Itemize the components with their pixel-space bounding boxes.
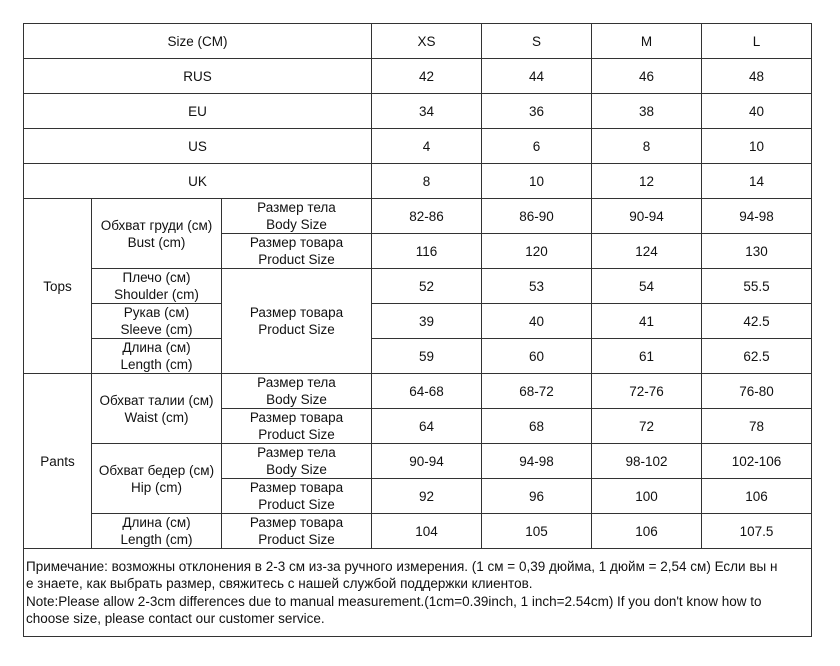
value-cell: 42.5 (702, 304, 812, 339)
product-size-ru: Размер товара (249, 515, 344, 530)
size-s-header: S (482, 24, 592, 59)
value-cell: 86-90 (482, 199, 592, 234)
measurement-note (24, 549, 812, 637)
tops-length-ru: Длина (см) (122, 340, 191, 355)
value-cell: 72 (592, 409, 702, 444)
value-cell: 90-94 (592, 199, 702, 234)
value-cell: 130 (702, 234, 812, 269)
value-cell: 124 (592, 234, 702, 269)
value-cell: 46 (592, 59, 702, 94)
bust-label (92, 199, 222, 269)
hip-label (92, 444, 222, 514)
value-cell: 59 (372, 339, 482, 374)
pants-waist-body-row (24, 374, 812, 409)
value-cell: 78 (702, 409, 812, 444)
body-size-en: Body Size (266, 462, 327, 477)
value-cell: 62.5 (702, 339, 812, 374)
value-cell: 14 (702, 164, 812, 199)
value-cell: 94-98 (482, 444, 592, 479)
tops-length-row (24, 339, 812, 374)
hip-ru: Обхват бедер (см) (98, 462, 215, 478)
body-size-label (222, 374, 372, 409)
tops-shoulder-row (24, 269, 812, 304)
tops-sleeve-row (24, 304, 812, 339)
size-cm-header: Size (CM) (24, 24, 372, 59)
value-cell: 68-72 (482, 374, 592, 409)
product-size-en: Product Size (258, 532, 335, 547)
shoulder-label (92, 269, 222, 304)
tops-length-en: Length (cm) (120, 357, 193, 372)
product-size-en: Product Size (258, 322, 335, 337)
value-cell: 40 (702, 94, 812, 129)
body-size-en: Body Size (266, 392, 327, 407)
value-cell: 64-68 (372, 374, 482, 409)
pants-length-en: Length (cm) (120, 532, 193, 547)
value-cell: 10 (482, 164, 592, 199)
value-cell: 12 (592, 164, 702, 199)
hip-en: Hip (cm) (131, 479, 182, 495)
eu-label: EU (24, 94, 372, 129)
value-cell: 52 (372, 269, 482, 304)
value-cell: 40 (482, 304, 592, 339)
product-size-ru: Размер товара (249, 235, 344, 250)
value-cell: 61 (592, 339, 702, 374)
value-cell: 96 (482, 479, 592, 514)
size-chart-table (23, 23, 812, 637)
size-m-header: M (592, 24, 702, 59)
us-label: US (24, 129, 372, 164)
pants-label: Pants (24, 374, 92, 549)
sleeve-en: Sleeve (cm) (120, 322, 193, 337)
value-cell: 8 (592, 129, 702, 164)
us-row (24, 129, 812, 164)
value-cell: 82-86 (372, 199, 482, 234)
value-cell: 90-94 (372, 444, 482, 479)
tops-length-label (92, 339, 222, 374)
rus-row (24, 59, 812, 94)
product-size-ru: Размер товара (249, 305, 344, 320)
value-cell: 100 (592, 479, 702, 514)
pants-length-label (92, 514, 222, 549)
note-line: Note:Please allow 2-3cm differences due to manual measurement.(1cm=0.39inch, 1 inch=2.54cm) If you don't know how to (26, 593, 762, 609)
value-cell: 10 (702, 129, 812, 164)
value-cell: 105 (482, 514, 592, 549)
value-cell: 54 (592, 269, 702, 304)
note-line: choose size, please contact our customer service. (26, 611, 325, 626)
waist-label (92, 374, 222, 444)
value-cell: 8 (372, 164, 482, 199)
body-size-ru: Размер тела (257, 445, 336, 460)
product-size-ru: Размер товара (249, 410, 344, 425)
product-size-ru: Размер товара (249, 480, 344, 495)
body-size-ru: Размер тела (257, 200, 336, 215)
value-cell: 6 (482, 129, 592, 164)
body-size-label (222, 199, 372, 234)
value-cell: 72-76 (592, 374, 702, 409)
value-cell: 120 (482, 234, 592, 269)
value-cell: 107.5 (702, 514, 812, 549)
sleeve-ru: Рукав (см) (123, 305, 190, 320)
value-cell: 42 (372, 59, 482, 94)
value-cell: 48 (702, 59, 812, 94)
value-cell: 41 (592, 304, 702, 339)
value-cell: 106 (592, 514, 702, 549)
product-size-label (222, 269, 372, 374)
note-line: е знаете, как выбрать размер, свяжитесь с нашей службой поддержки клиентов. (26, 576, 533, 591)
value-cell: 4 (372, 129, 482, 164)
product-size-en: Product Size (258, 497, 335, 512)
pants-length-ru: Длина (см) (122, 515, 191, 530)
uk-row (24, 164, 812, 199)
value-cell: 116 (372, 234, 482, 269)
body-size-ru: Размер тела (257, 375, 336, 390)
shoulder-ru: Плечо (см) (122, 270, 191, 285)
tops-label: Tops (24, 199, 92, 374)
rus-label: RUS (24, 59, 372, 94)
value-cell: 106 (702, 479, 812, 514)
value-cell: 55.5 (702, 269, 812, 304)
header-row (24, 24, 812, 59)
value-cell: 104 (372, 514, 482, 549)
sleeve-label (92, 304, 222, 339)
product-size-en: Product Size (258, 427, 335, 442)
uk-label: UK (24, 164, 372, 199)
value-cell: 39 (372, 304, 482, 339)
value-cell: 53 (482, 269, 592, 304)
pants-length-row (24, 514, 812, 549)
value-cell: 36 (482, 94, 592, 129)
product-size-label (222, 479, 372, 514)
value-cell: 34 (372, 94, 482, 129)
value-cell: 76-80 (702, 374, 812, 409)
note-line: Примечание: возможны отклонения в 2-3 см из-за ручного измерения. (1 см = 0,39 дюйма, 1 дюйм = 2,54 см) Если вы н (26, 558, 778, 574)
shoulder-en: Shoulder (cm) (114, 287, 199, 302)
body-size-label (222, 444, 372, 479)
body-size-en: Body Size (266, 217, 327, 232)
product-size-label (222, 514, 372, 549)
value-cell: 102-106 (702, 444, 812, 479)
value-cell: 92 (372, 479, 482, 514)
product-size-label (222, 234, 372, 269)
value-cell: 98-102 (592, 444, 702, 479)
size-l-header: L (702, 24, 812, 59)
value-cell: 64 (372, 409, 482, 444)
eu-row (24, 94, 812, 129)
size-xs-header: XS (372, 24, 482, 59)
value-cell: 94-98 (702, 199, 812, 234)
product-size-label (222, 409, 372, 444)
value-cell: 68 (482, 409, 592, 444)
pants-hip-body-row (24, 444, 812, 479)
bust-en: Bust (cm) (127, 234, 186, 250)
value-cell: 60 (482, 339, 592, 374)
waist-ru: Обхват талии (см) (99, 392, 214, 408)
value-cell: 38 (592, 94, 702, 129)
tops-bust-body-row (24, 199, 812, 234)
waist-en: Waist (cm) (124, 409, 189, 425)
product-size-en: Product Size (258, 252, 335, 267)
note-row (24, 549, 812, 637)
bust-ru: Обхват груди (см) (100, 217, 213, 233)
value-cell: 44 (482, 59, 592, 94)
